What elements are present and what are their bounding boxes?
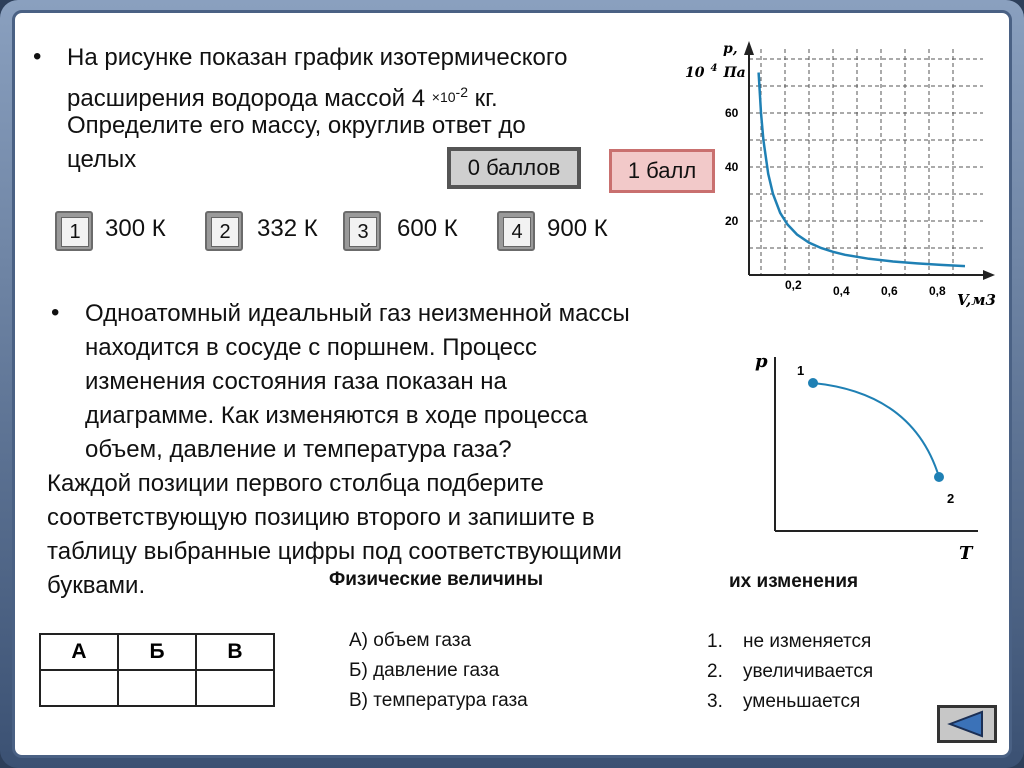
change-3-num: 3.	[707, 691, 723, 712]
q2-para-4: буквами.	[47, 572, 146, 599]
quantity-a: А) объем газа	[349, 630, 472, 651]
q2-para-3: таблицу выбранные цифры под соответствующими	[47, 538, 622, 565]
q1-line-4: целых	[67, 146, 137, 173]
answer-table	[39, 633, 275, 707]
option-1-button[interactable]	[55, 211, 93, 251]
x-tick-label: 0,8	[929, 284, 946, 298]
state-point-2	[934, 472, 944, 482]
change-1-num: 1.	[707, 631, 723, 652]
q2-line-4: диаграмме. Как изменяются в ходе процесса	[85, 402, 588, 429]
slide	[12, 10, 1012, 758]
option-4-label: 900 К	[547, 215, 608, 242]
y-tick-label: 40	[725, 160, 739, 174]
q2-line-3: изменения состояния газа показан на	[85, 368, 507, 395]
col1-title: Физические величины	[329, 569, 544, 590]
x-tick-label: 0,6	[881, 284, 898, 298]
change-2-num: 2.	[707, 661, 723, 682]
option-1-number: 1	[61, 217, 89, 247]
y-axis-label-unit: 10 $^4$ Па	[685, 63, 746, 81]
col2-title: их изменения	[729, 571, 859, 592]
y-axis-label-p: p,	[723, 41, 738, 57]
score-zero-button[interactable]: 0 баллов	[447, 147, 581, 189]
option-3-number: 3	[349, 217, 377, 247]
y-tick-label: 60	[725, 106, 739, 120]
quantity-v: В) температура газа	[349, 690, 528, 711]
x-axis-arrow	[983, 270, 995, 280]
back-button[interactable]	[937, 705, 997, 743]
q2-para-2: соответствующую позицию второго и запишите в	[47, 504, 595, 531]
y-axis-arrow	[744, 41, 754, 55]
table-header-a: А	[40, 634, 118, 670]
answer-cell-a[interactable]	[40, 670, 118, 706]
table-header-v: В	[196, 634, 274, 670]
x-tick-label: 0,2	[785, 278, 802, 292]
x-tick-label: 0,4	[833, 284, 850, 298]
isotherm-curve	[759, 73, 965, 267]
q1-line-3: Определите его массу, округлив ответ до	[67, 112, 526, 139]
q1-line-1: На рисунке показан график изотермического	[67, 44, 568, 71]
option-1-label: 300 К	[105, 215, 166, 242]
option-3-button[interactable]	[343, 211, 381, 251]
t-axis-label: T	[959, 543, 973, 564]
isotherm-chart	[665, 33, 1012, 313]
x-axis-label: V,м3	[957, 291, 996, 309]
q1-line-2: расширения водорода массой $4 \times 10^{-2}$ кг.	[67, 84, 498, 112]
point-1-label: 1	[797, 363, 805, 378]
option-2-button[interactable]	[205, 211, 243, 251]
quantity-b: Б) давление газа	[349, 660, 500, 681]
y-tick-label: 20	[725, 214, 739, 228]
q2-line-2: находится в сосуде с поршнем. Процесс	[85, 334, 538, 361]
q2-para-1: Каждой позиции первого столбца подберите	[47, 470, 544, 497]
answer-cell-v[interactable]	[196, 670, 274, 706]
tick-labels	[725, 106, 946, 298]
state-point-1	[808, 378, 818, 388]
option-4-button[interactable]	[497, 211, 535, 251]
mass-unit: кг.	[474, 85, 498, 112]
option-3-label: 600 К	[397, 215, 458, 242]
q2-line-5: объем, давление и температура газа?	[85, 436, 512, 463]
change-3-text: уменьшается	[743, 691, 861, 712]
process-curve	[813, 383, 939, 477]
change-2-text: увеличивается	[743, 661, 874, 682]
back-arrow-icon	[940, 708, 994, 740]
mass-exponent: -2	[455, 84, 468, 100]
q2-line-1: Одноатомный идеальный газ неизменной массы	[85, 300, 630, 327]
bullet: •	[51, 299, 60, 326]
pT-diagram	[753, 343, 993, 573]
chart-grid	[749, 49, 983, 275]
answer-cell-b[interactable]	[118, 670, 196, 706]
bullet: •	[33, 43, 42, 70]
p-axis-label: p	[755, 351, 768, 372]
option-2-label: 332 К	[257, 215, 318, 242]
change-1-text: не изменяется	[743, 631, 872, 652]
score-one-button[interactable]: 1 балл	[609, 149, 715, 193]
option-2-number: 2	[211, 217, 239, 247]
option-4-number: 4	[503, 217, 531, 247]
point-2-label: 2	[947, 491, 955, 506]
table-header-b: Б	[118, 634, 196, 670]
mass-multiplier: ×10	[431, 89, 456, 105]
